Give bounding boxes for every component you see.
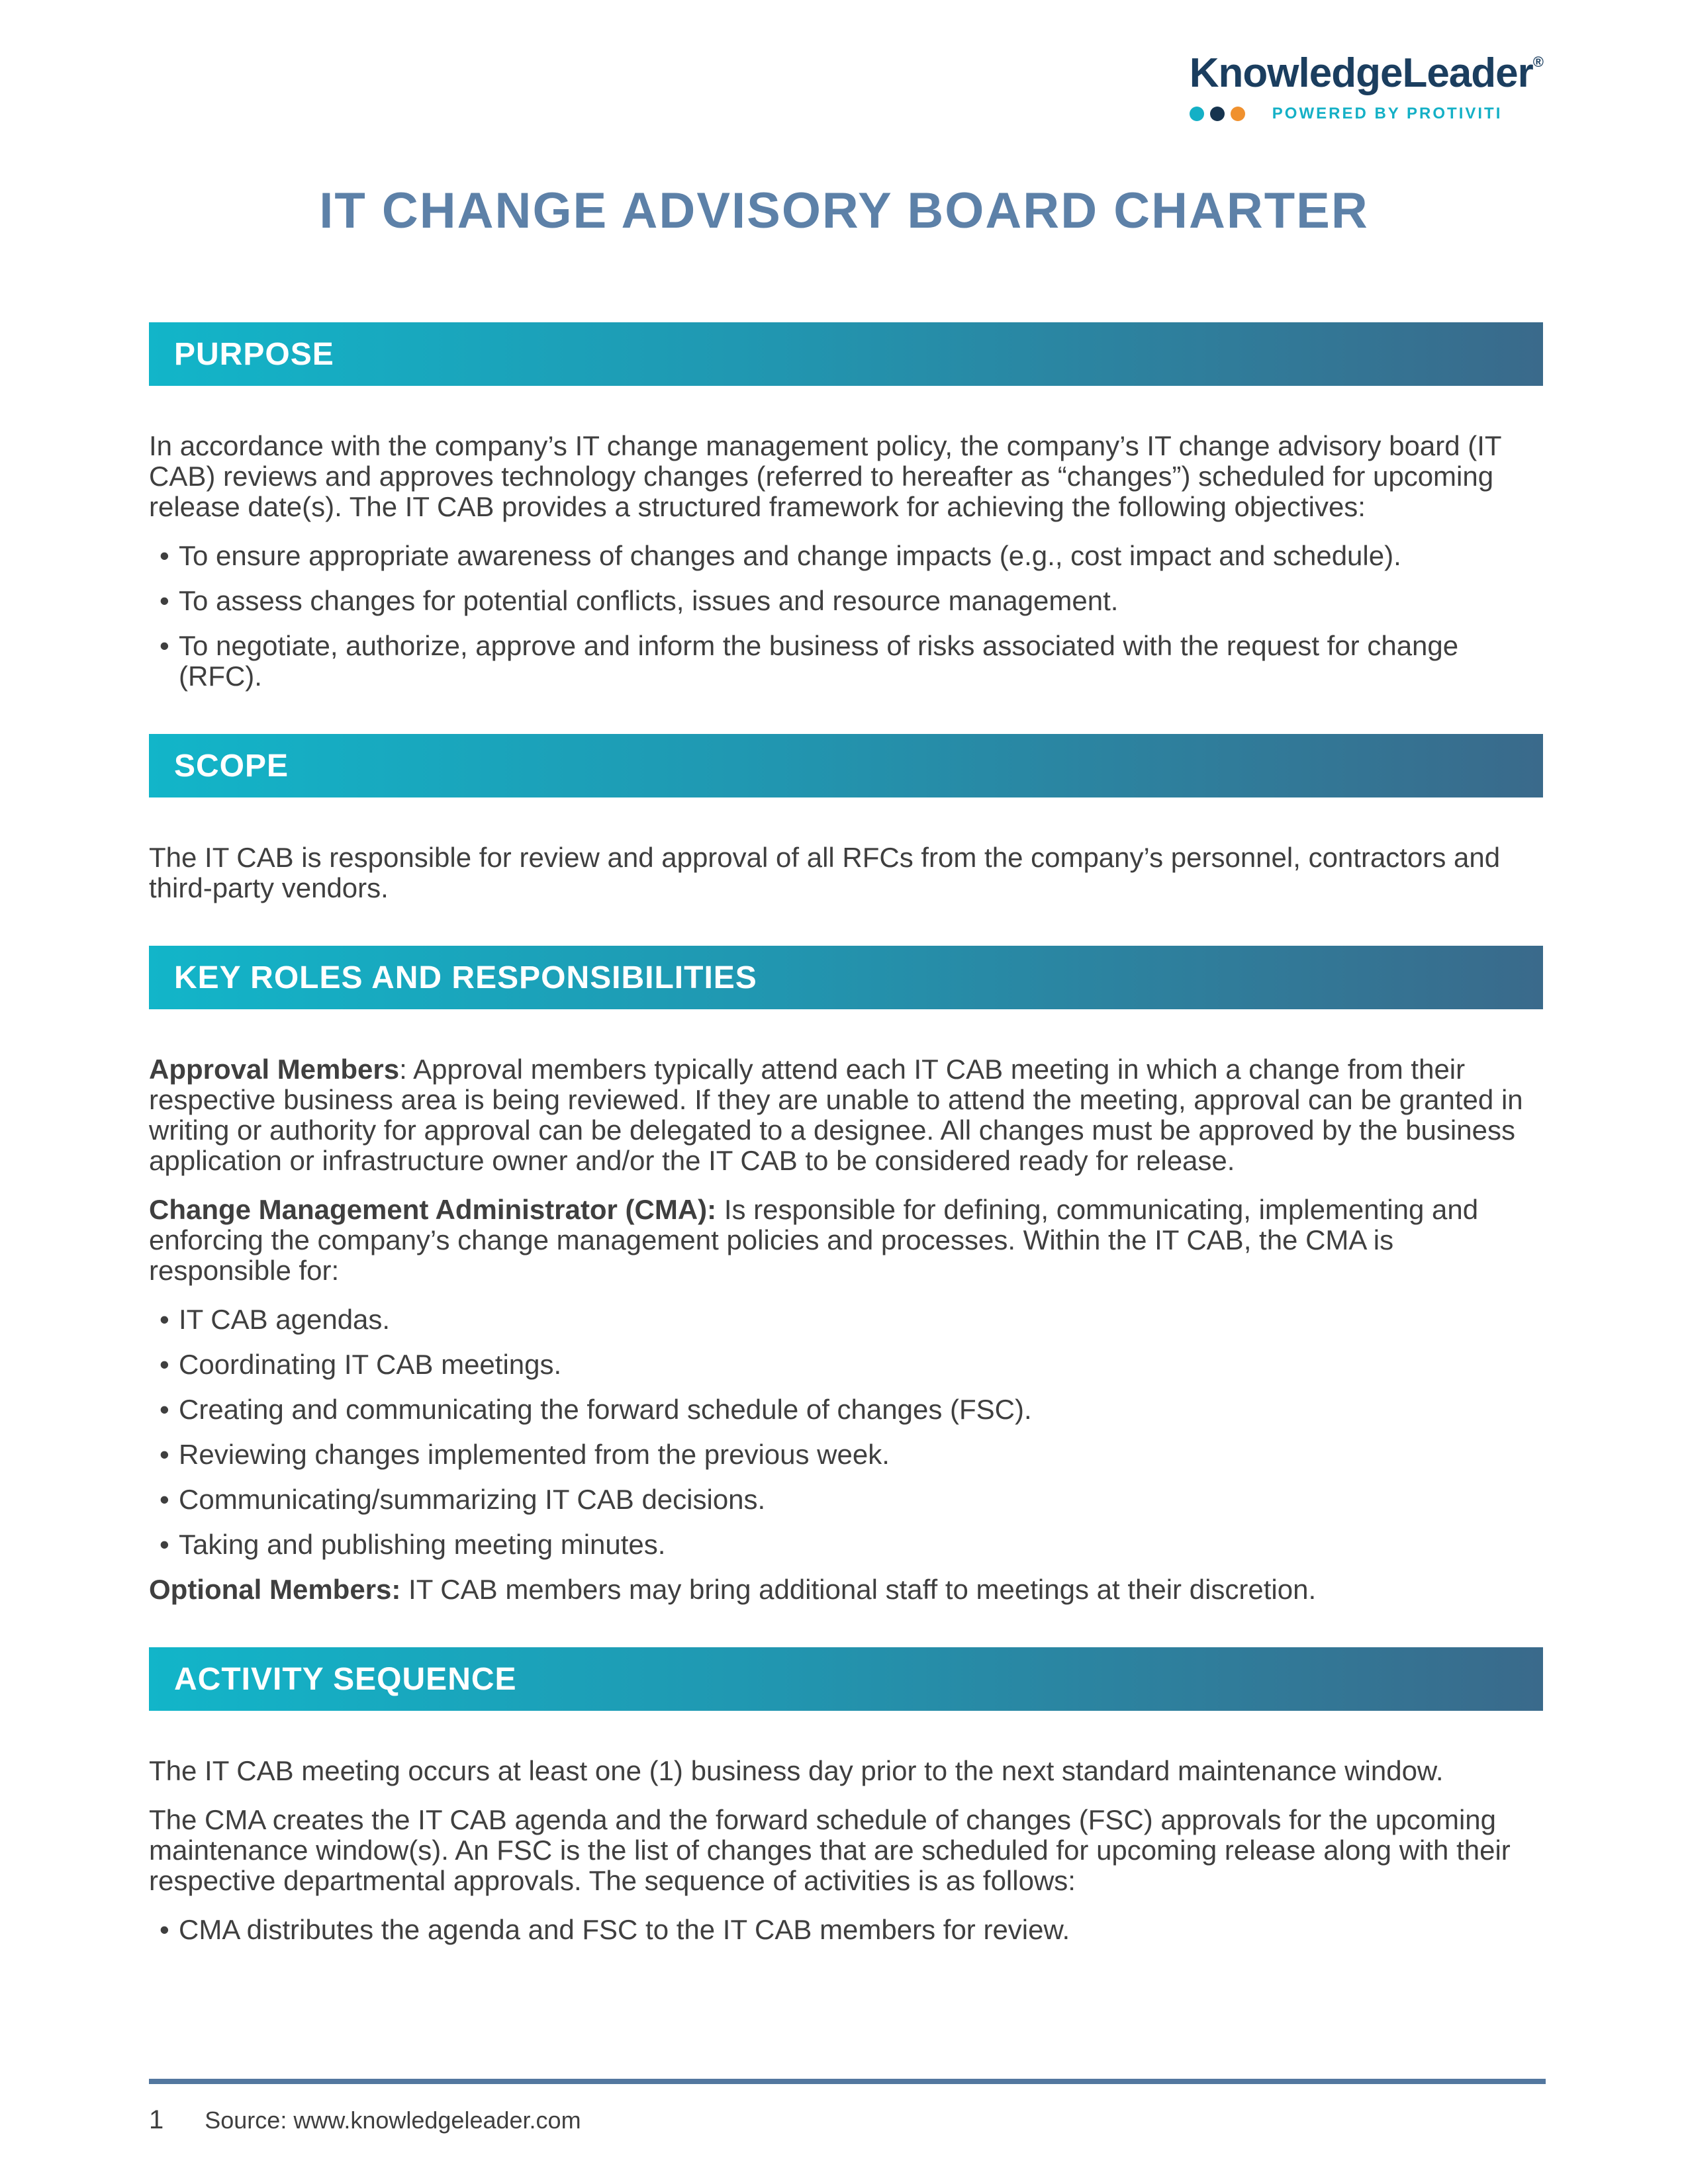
bullet-item (149, 631, 1532, 692)
bullet-item (149, 1439, 1532, 1470)
bullet-text: Communicating/summarizing IT CAB decisions. (179, 1484, 766, 1516)
logo-dot-orange-icon (1231, 107, 1245, 121)
paragraph: The CMA creates the IT CAB agenda and the forward schedule of changes (FSC) approvals for the upcoming maintenance window(s). An FSC is the list of changes that are scheduled for upcoming release along with their respective departmental approvals. The sequence of activities is as follows: (149, 1804, 1511, 1897)
paragraph: In accordance with the company’s IT change management policy, the company’s IT change advisory board (IT CAB) reviews and approves technology changes (referred to hereafter as “changes”) scheduled for upcoming release date(s). The IT CAB provides a structured framework for achieving the following objectives: (149, 430, 1501, 523)
bullet-glyph: • (160, 1529, 169, 1561)
bullet-glyph: • (160, 1304, 169, 1336)
section-heading-label: ACTIVITY SEQUENCE (174, 1661, 517, 1697)
section-header-purpose (149, 322, 1543, 386)
section-scope (149, 734, 1543, 903)
bullet-glyph: • (160, 1394, 169, 1426)
footer-source: Source: www.knowledgeleader.com (205, 2107, 581, 2134)
logo-dots-icon (1190, 107, 1251, 121)
page-number: 1 (149, 2105, 164, 2134)
paragraph (149, 1195, 1532, 1286)
bullet-text: To ensure appropriate awareness of changes and change impacts (e.g., cost impact and schedule). (179, 540, 1401, 572)
bullet-item (149, 586, 1532, 616)
section-activity-sequence-body (149, 1756, 1543, 1945)
document-title: IT CHANGE ADVISORY BOARD CHARTER (319, 183, 1369, 239)
paragraph-text: IT CAB members may bring additional staff to meetings at their discretion. (400, 1574, 1317, 1606)
bullet-glyph: • (160, 585, 169, 617)
paragraph: The IT CAB meeting occurs at least one (1) business day prior to the next standard maintenance window. (149, 1755, 1444, 1787)
page-footer (149, 2079, 1546, 2135)
paragraph: The IT CAB is responsible for review and approval of all RFCs from the company’s personnel, contractors and third-party vendors. (149, 842, 1501, 904)
bullet-text: To assess changes for potential conflicts, issues and resource management. (179, 585, 1119, 617)
bullet-list (149, 1915, 1543, 1945)
paragraph-text: Is responsible for defining, communicating, implementing and enforcing the company’s change management policies and processes. Within the IT CAB, the CMA is responsible for: (149, 1194, 1479, 1287)
paragraph-text: : Approval members typically attend each IT CAB meeting in which a change from their respective business area is being reviewed. If they are unable to attend the meeting, approval can be granted in writing or authority for approval can be delegated to a designee. All changes must be approved by the business application or infrastructure owner and/or the IT CAB to be considered ready for release. (149, 1054, 1523, 1177)
paragraph-lead: Change Management Administrator (CMA): (149, 1194, 717, 1226)
section-heading-label: PURPOSE (174, 336, 334, 372)
section-heading-label: KEY ROLES AND RESPONSIBILITIES (174, 960, 757, 995)
section-heading-label: SCOPE (174, 748, 289, 784)
section-key-roles-body (149, 1054, 1543, 1605)
bullet-item (149, 1304, 1532, 1335)
logo-dot-teal-icon (1190, 107, 1204, 121)
bullet-glyph: • (160, 1439, 169, 1471)
bullet-text: IT CAB agendas. (179, 1304, 391, 1336)
bullet-item (149, 1529, 1532, 1560)
paragraph-lead: Optional Members: (149, 1574, 401, 1606)
document-content (149, 322, 1543, 1945)
logo-dot-navy-icon (1210, 107, 1225, 121)
bullet-glyph: • (160, 630, 169, 662)
paragraph-lead: Approval Members (149, 1054, 400, 1085)
bullet-text: Coordinating IT CAB meetings. (179, 1349, 562, 1381)
bullet-item (149, 1484, 1532, 1515)
bullet-text: Taking and publishing meeting minutes. (179, 1529, 666, 1561)
footer-rule (149, 2079, 1546, 2084)
knowledgeleader-logo (1189, 50, 1544, 123)
registered-mark: ® (1532, 54, 1544, 70)
footer-row (149, 2105, 1546, 2135)
bullet-glyph: • (160, 1914, 169, 1946)
bullet-text: Creating and communicating the forward schedule of changes (FSC). (179, 1394, 1032, 1426)
bullet-glyph: • (160, 1484, 169, 1516)
logo-wordmark (1189, 50, 1544, 96)
logo-wordmark-text: KnowledgeLeader (1189, 50, 1533, 96)
bullet-item (149, 1349, 1532, 1380)
bullet-item (149, 1915, 1532, 1945)
section-header-activity-sequence (149, 1647, 1543, 1711)
bullet-item (149, 541, 1532, 571)
bullet-list (149, 541, 1543, 692)
paragraph (149, 1574, 1532, 1605)
paragraph (149, 1054, 1532, 1176)
section-purpose-body (149, 431, 1543, 692)
bullet-glyph: • (160, 540, 169, 572)
section-scope-body (149, 842, 1543, 903)
bullet-text: CMA distributes the agenda and FSC to the IT CAB members for review. (179, 1914, 1070, 1946)
section-key-roles (149, 946, 1543, 1605)
section-header-scope (149, 734, 1543, 797)
bullet-text: To negotiate, authorize, approve and inform the business of risks associated with the request for change (RFC). (179, 630, 1459, 692)
logo-subline (1190, 105, 1544, 123)
bullet-item (149, 1394, 1532, 1425)
section-purpose (149, 322, 1543, 692)
bullet-glyph: • (160, 1349, 169, 1381)
section-header-key-roles (149, 946, 1543, 1009)
bullet-text: Reviewing changes implemented from the previous week. (179, 1439, 890, 1471)
section-activity-sequence (149, 1647, 1543, 1945)
logo-tagline: POWERED BY PROTIVITI (1272, 105, 1503, 122)
bullet-list (149, 1304, 1543, 1560)
